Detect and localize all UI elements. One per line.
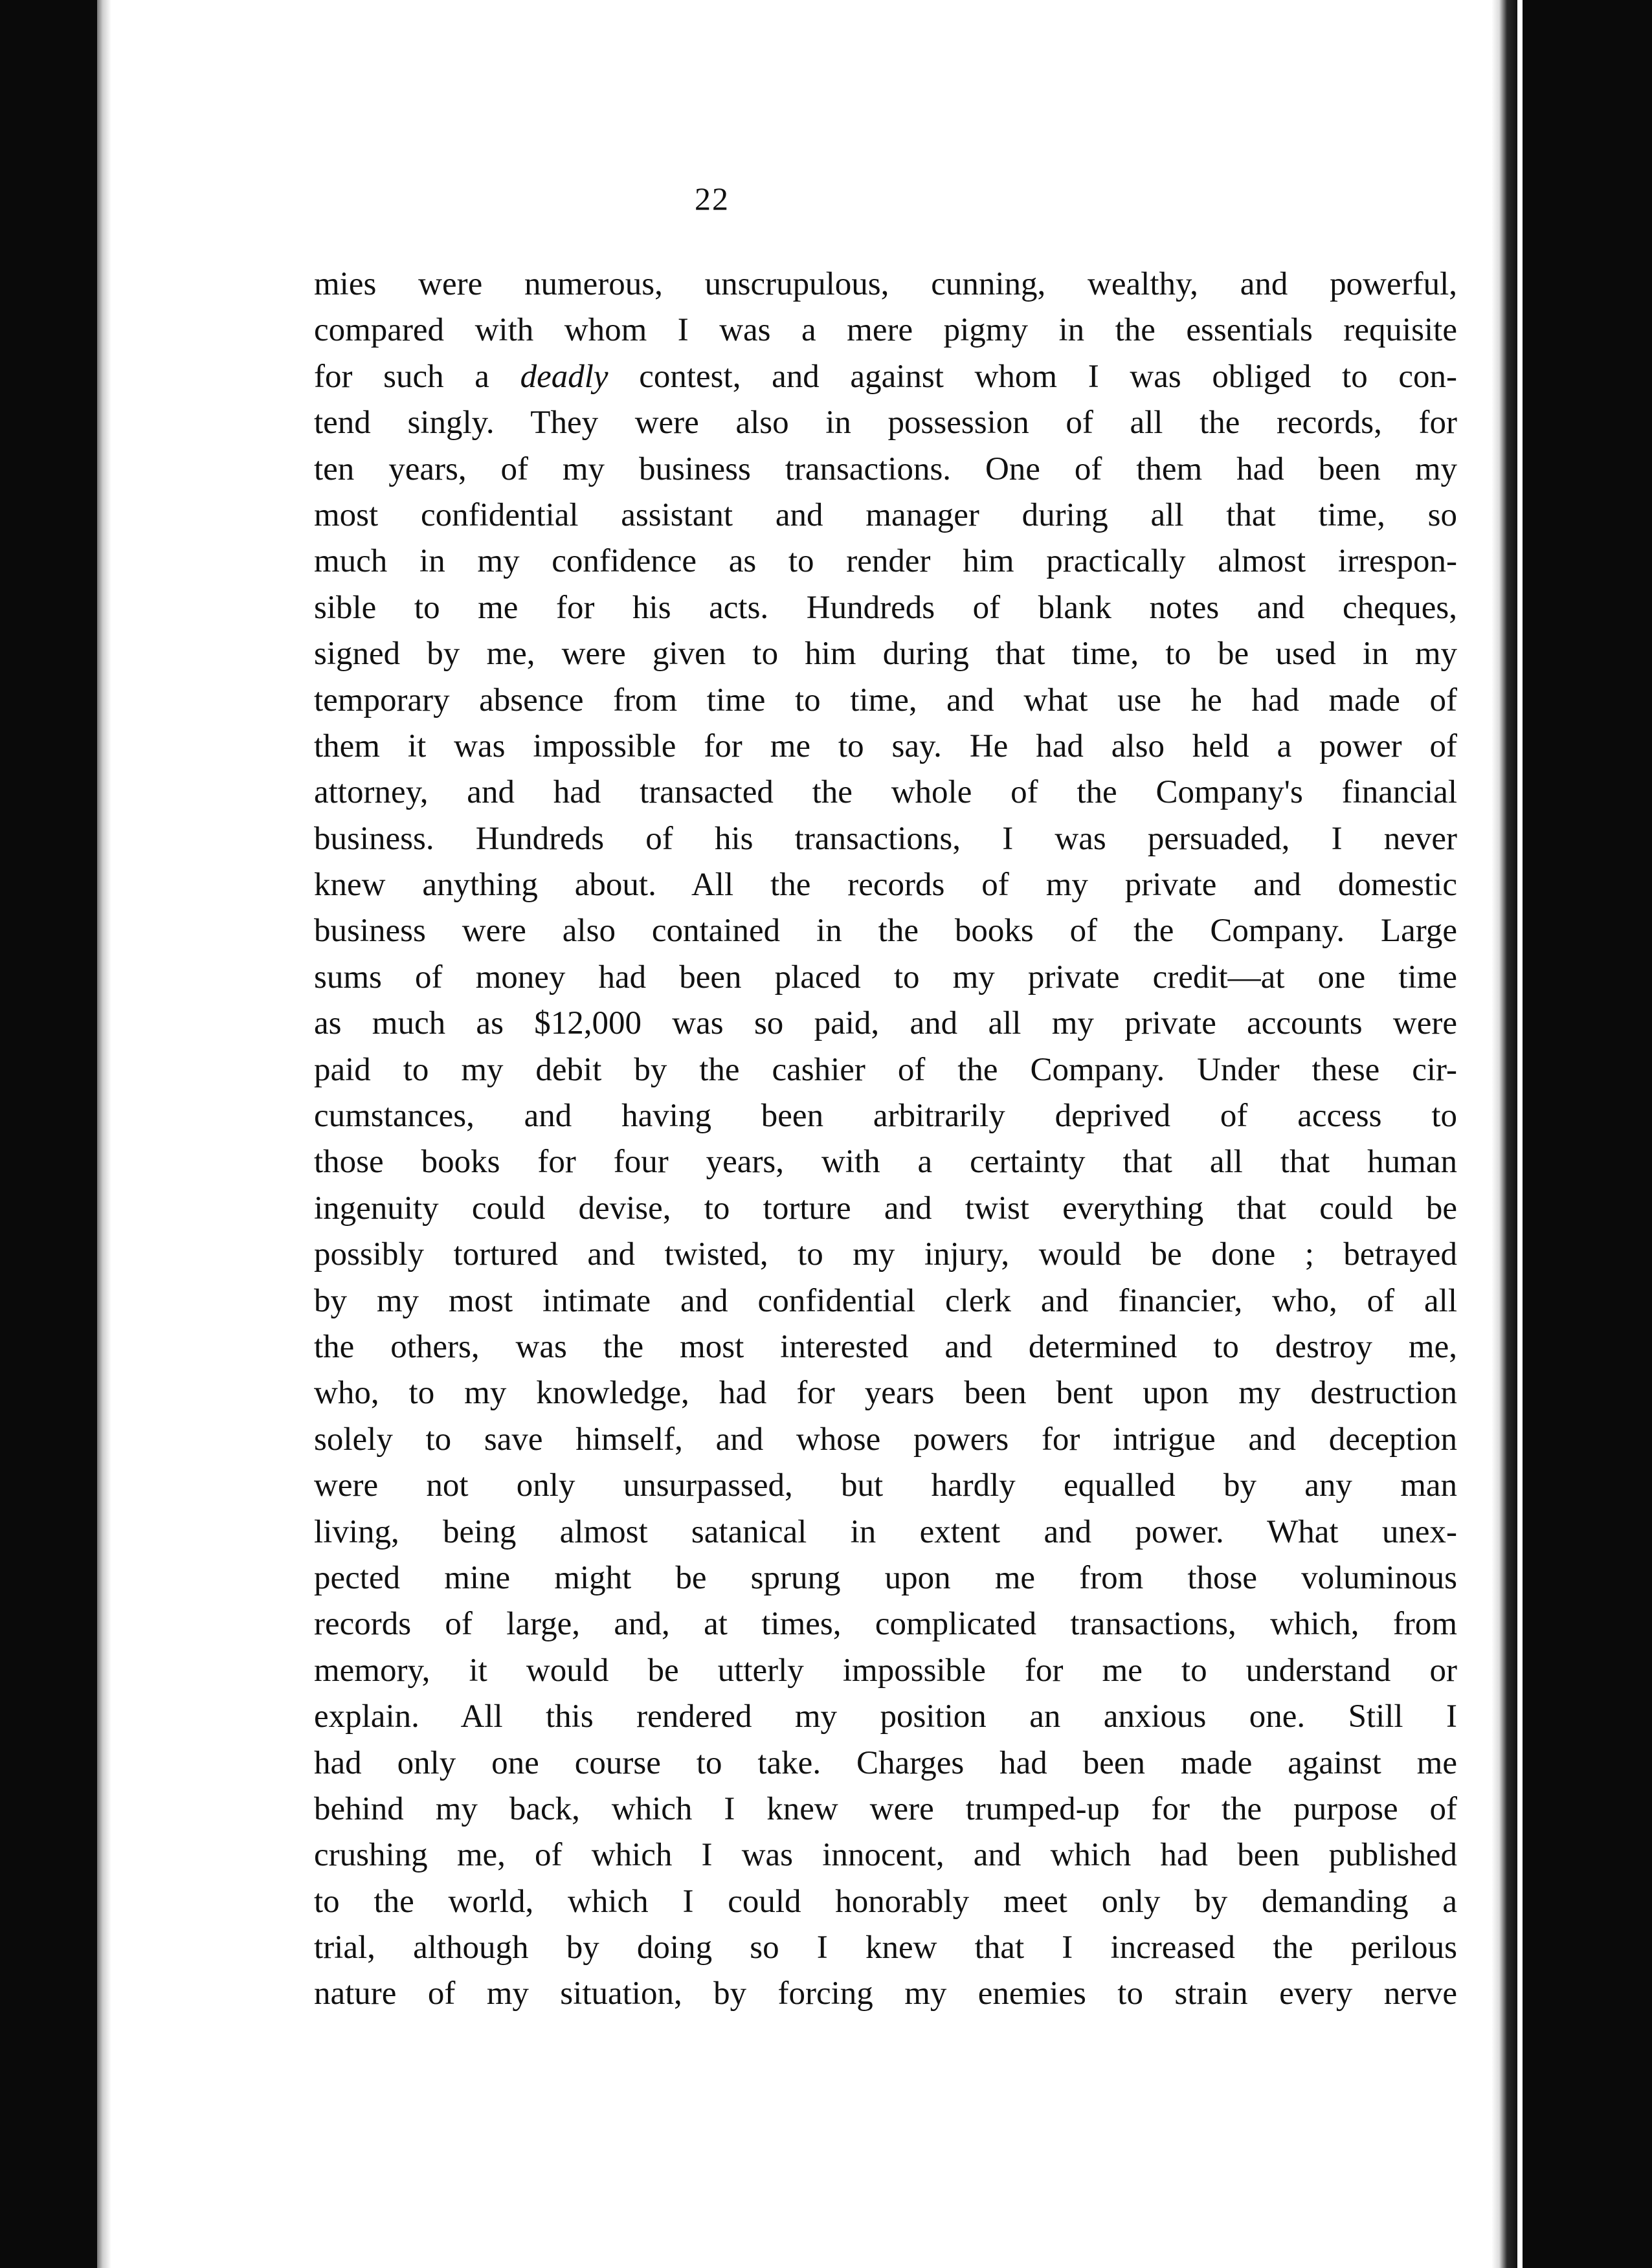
text-line: signed by me, were given to him during that time, to be used in my	[314, 636, 1457, 673]
text-line: memory, it would be utterly impossible for me to understand or	[314, 1652, 1457, 1689]
text-line: attorney, and had transacted the whole of the Company's financial	[314, 774, 1457, 811]
text-line: pected mine might be sprung upon me from those voluminous	[314, 1559, 1457, 1596]
text-line: behind my back, which I knew were trumped-up for the purpose of	[314, 1790, 1457, 1827]
page-number: 22	[695, 181, 730, 217]
text-line: cumstances, and having been arbitrarily deprived of access to	[314, 1098, 1457, 1135]
body-text	[314, 261, 1457, 2018]
page-edge-shadow	[1491, 0, 1517, 2268]
text-line: to the world, which I could honorably meet only by demanding a	[314, 1883, 1457, 1920]
text-line: records of large, and, at times, complicated transactions, which, from	[314, 1606, 1457, 1643]
text-line: most confidential assistant and manager during all that time, so	[314, 496, 1457, 533]
text-line: solely to save himself, and whose powers for intrigue and deception	[314, 1421, 1457, 1458]
text-line: were not only unsurpassed, but hardly equalled by any man	[314, 1467, 1457, 1504]
text-line: sums of money had been placed to my private credit—at one time	[314, 959, 1457, 995]
text-line: those books for four years, with a certainty that all that human	[314, 1144, 1457, 1181]
text-line: business. Hundreds of his transactions, I was persuaded, I never	[314, 820, 1457, 857]
book-page	[97, 0, 1523, 2268]
text-line: living, being almost satanical in extent and power. What unex-	[314, 1513, 1457, 1550]
text-line: by my most intimate and confidential clerk and financier, who, of all	[314, 1282, 1457, 1319]
text-line: much in my confidence as to render him practically almost irrespon-	[314, 543, 1457, 580]
text-line: had only one course to take. Charges had been made against me	[314, 1744, 1457, 1781]
text-line: crushing me, of which I was innocent, and which had been published	[314, 1837, 1457, 1874]
text-line: them it was impossible for me to say. He had also held a power of	[314, 728, 1457, 764]
text-line: nature of my situation, by forcing my enemies to strain every nerve	[314, 1975, 1457, 2012]
scan-border-right	[1523, 0, 1652, 2268]
text-line: paid to my debit by the cashier of the Company. Under these cir-	[314, 1051, 1457, 1088]
text-line: ten years, of my business transactions. One of them had been my	[314, 450, 1457, 487]
text-line: tend singly. They were also in possession of all the records, for	[314, 405, 1457, 441]
gutter-shadow	[97, 0, 111, 2268]
text-line: for such a deadly contest, and against whom I was obliged to con-	[314, 358, 1457, 395]
text-line: ingenuity could devise, to torture and twist everything that could be	[314, 1190, 1457, 1227]
text-line: possibly tortured and twisted, to my injury, would be done ; betrayed	[314, 1236, 1457, 1273]
text-line: sible to me for his acts. Hundreds of blank notes and cheques,	[314, 589, 1457, 626]
text-line: as much as $12,000 was so paid, and all my private accounts were	[314, 1005, 1457, 1042]
text-line: the others, was the most interested and determined to destroy me,	[314, 1328, 1457, 1365]
text-line: knew anything about. All the records of my private and domestic	[314, 867, 1457, 904]
text-line: who, to my knowledge, had for years been bent upon my destruction	[314, 1375, 1457, 1412]
scan-border-left	[0, 0, 97, 2268]
text-line: compared with whom I was a mere pigmy in the essentials requisite	[314, 312, 1457, 349]
text-line: trial, although by doing so I knew that I increased the perilous	[314, 1929, 1457, 1966]
text-line: explain. All this rendered my position an anxious one. Still I	[314, 1698, 1457, 1735]
text-line: mies were numerous, unscrupulous, cunning, wealthy, and powerful,	[314, 266, 1457, 302]
italic-word: deadly	[520, 358, 608, 395]
text-line: business were also contained in the books of the Company. Large	[314, 913, 1457, 950]
text-line: temporary absence from time to time, and what use he had made of	[314, 682, 1457, 718]
